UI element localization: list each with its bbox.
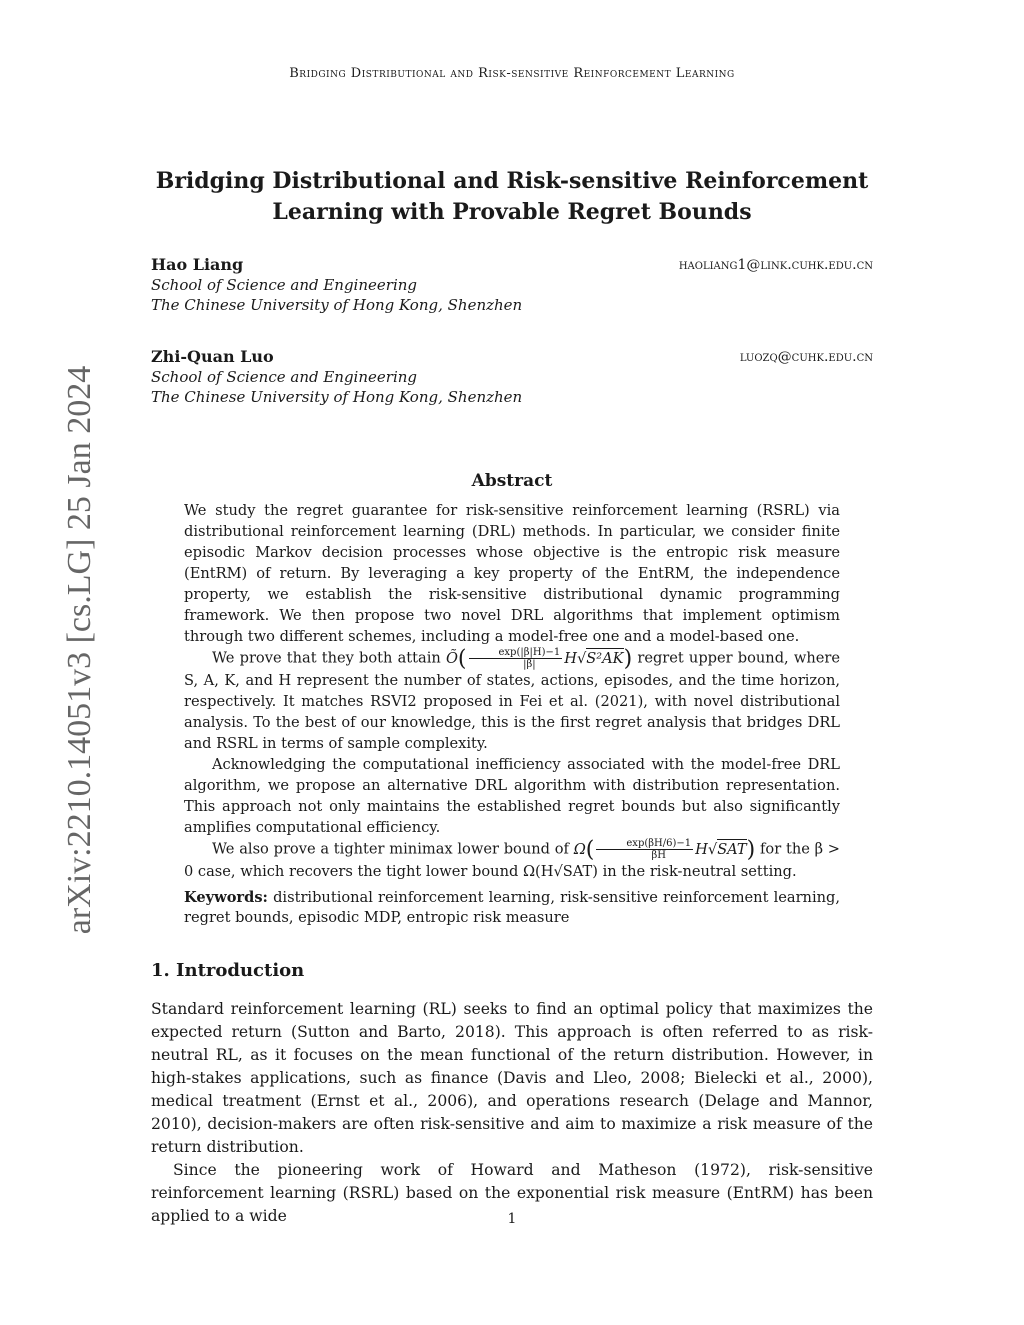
- abstract-text: for the β > 0 case, which recovers the tight lower bound Ω(H√SAT) in the risk-neutral setting.: [184, 840, 841, 880]
- author-name: Zhi-Quan Luo: [151, 347, 274, 366]
- running-head: Bridging Distributional and Risk-sensitive Reinforcement Learning: [289, 66, 735, 81]
- page-number: 1: [507, 1211, 517, 1227]
- body-paragraph: Standard reinforcement learning (RL) seeks to find an optimal policy that maximizes the expected return (Sutton and Barto, 2018). This approach is often referred to as risk-neutral RL, as it focuses on the mean functional of the return distribution. However, in high-stakes applications, such as finance (Davis and Lleo, 2008; Bielecki et al., 2000), medical treatment (Ernst et al., 2006), and operations research (Delage and Mannor, 2010), decision-makers are often risk-sensitive and aim to maximize a risk measure of the return distribution.: [151, 1000, 873, 1156]
- regret-upper-bound-formula: Õ( $\frac{\exp(|\beta|H)-1}{|\beta|}$ H√S²AK): [445, 646, 633, 671]
- author-affiliation: School of Science and Engineering: [151, 276, 418, 294]
- author-affiliation: The Chinese University of Hong Kong, Shenzhen: [151, 296, 523, 314]
- author-affiliation: School of Science and Engineering: [151, 368, 418, 386]
- body-paragraph: Since the pioneering work of Howard and Matheson (1972), risk-sensitive reinforcement learning (RSRL) based on the exponential risk measure (EntRM) has been applied to a wide: [151, 1161, 873, 1225]
- abstract-paragraph: We study the regret guarantee for risk-sensitive reinforcement learning (RSRL) via distributional reinforcement learning (DRL) methods. In particular, we consider finite episodic Markov decision processes whose objective is the entropic risk measure (EntRM) of return. By leveraging a key property of the EntRM, the independence property, we establish the risk-sensitive distributional dynamic programming framework. We then propose two novel DRL algorithms that implement optimism through two different schemes, including a model-free one and a model-based one.: [184, 502, 840, 645]
- paper-title: [150, 166, 874, 228]
- keywords-text: distributional reinforcement learning, risk-sensitive reinforcement learning, regret bounds, episodic MDP, entropic risk measure: [184, 889, 841, 926]
- abstract-paragraph: [184, 647, 840, 754]
- title-line-2: Learning with Provable Regret Bounds: [272, 199, 752, 225]
- author-email[interactable]: haoliang1@link.cuhk.edu.cn: [678, 257, 873, 273]
- arxiv-identifier-stamp: arXiv:2210.14051v3 [cs.LG] 25 Jan 2024: [61, 365, 98, 935]
- abstract-body: [184, 500, 840, 882]
- section-heading: 1. Introduction: [151, 960, 305, 981]
- abstract-text: regret upper bound, where S, A, K, and H represent the number of states, actions, episodes, and the time horizon, respectively. It matches RSVI2 proposed in Fei et al. (2021), with novel distributional analysis. To the best of our knowledge, this is the first regret analysis that bridges DRL and RSRL in terms of sample complexity.: [184, 649, 840, 752]
- author-block-2: [151, 347, 873, 407]
- keywords: [184, 888, 840, 928]
- abstract-heading: Abstract: [471, 471, 553, 491]
- abstract-text: We prove that they both attain: [212, 649, 441, 667]
- minimax-lower-bound-formula: Ω( $\frac{\exp(\beta H/6)-1}{\beta H}$ H√SAT): [573, 837, 756, 862]
- introduction-body: [151, 998, 873, 1228]
- keywords-label: Keywords:: [184, 889, 268, 906]
- title-line-1: Bridging Distributional and Risk-sensitive Reinforcement: [155, 168, 869, 194]
- author-block-1: [151, 255, 873, 315]
- abstract-text: We also prove a tighter minimax lower bound of: [212, 840, 569, 858]
- abstract-paragraph: Acknowledging the computational inefficiency associated with the model-free DRL algorithm, we propose an alternative DRL algorithm with distribution representation. This approach not only maintains the established regret bounds but also significantly amplifies computational efficiency.: [184, 756, 840, 836]
- abstract-paragraph: [184, 838, 840, 882]
- author-affiliation: The Chinese University of Hong Kong, Shenzhen: [151, 388, 523, 406]
- author-name: Hao Liang: [151, 255, 244, 274]
- author-email[interactable]: luozq@cuhk.edu.cn: [739, 349, 873, 365]
